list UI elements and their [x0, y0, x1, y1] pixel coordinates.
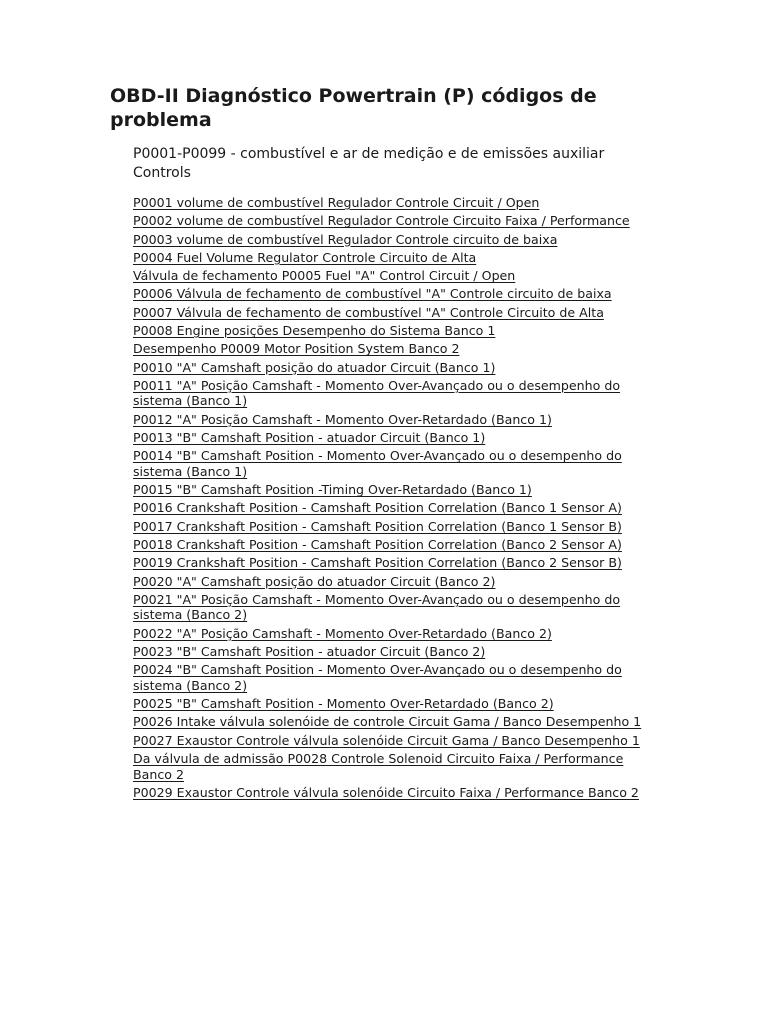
list-item — [133, 482, 663, 498]
code-link[interactable]: P0011 "A" Posição Camshaft - Momento Over-Avançado ou o desempenho do sistema (Banco 1) — [133, 377, 621, 409]
list-item — [133, 519, 663, 535]
list-item — [133, 714, 663, 730]
code-link[interactable]: Da válvula de admissão P0028 Controle Solenoid Circuito Faixa / Performance Banco 2 — [133, 750, 624, 782]
list-item — [133, 626, 663, 642]
code-link[interactable]: P0022 "A" Posição Camshaft - Momento Over-Retardado (Banco 2) — [133, 625, 552, 641]
list-item — [133, 412, 663, 428]
code-link[interactable]: P0026 Intake válvula solenóide de controle Circuit Gama / Banco Desempenho 1 — [133, 714, 642, 730]
list-item — [133, 430, 663, 446]
code-link[interactable]: P0017 Crankshaft Position - Camshaft Position Correlation (Banco 1 Sensor B) — [133, 518, 622, 534]
code-link[interactable]: P0029 Exaustor Controle válvula solenóide Circuito Faixa / Performance Banco 2 — [133, 784, 639, 800]
list-item — [133, 341, 663, 357]
code-link[interactable]: P0025 "B" Camshaft Position - Momento Over-Retardado (Banco 2) — [133, 696, 554, 712]
code-link[interactable]: P0012 "A" Posição Camshaft - Momento Over-Retardado (Banco 1) — [133, 411, 552, 427]
code-link[interactable]: P0019 Crankshaft Position - Camshaft Position Correlation (Banco 2 Sensor B) — [133, 555, 622, 571]
list-item — [133, 733, 663, 749]
page-title: OBD-II Diagnóstico Powertrain (P) códigos de problema — [110, 85, 597, 131]
code-link[interactable]: P0016 Crankshaft Position - Camshaft Position Correlation (Banco 1 Sensor A) — [133, 500, 622, 516]
list-item — [133, 574, 663, 590]
code-link[interactable]: P0010 "A" Camshaft posição do atuador Circuit (Banco 1) — [133, 359, 496, 375]
code-link[interactable]: P0004 Fuel Volume Regulator Controle Circuito de Alta — [133, 249, 477, 265]
list-item — [133, 644, 663, 660]
section-heading: P0001-P0099 - combustível e ar de medição e de emissões auxiliar Controls — [133, 146, 605, 181]
list-item — [133, 448, 663, 479]
code-link[interactable]: P0001 volume de combustível Regulador Controle Circuit / Open — [133, 195, 540, 210]
code-link[interactable]: P0006 Válvula de fechamento de combustível "A" Controle circuito de baixa — [133, 286, 612, 302]
code-link[interactable]: P0027 Exaustor Controle válvula solenóide Circuit Gama / Banco Desempenho 1 — [133, 732, 640, 748]
list-item — [133, 555, 663, 571]
list-item — [133, 323, 663, 339]
list-item — [133, 751, 663, 782]
list-item — [133, 213, 663, 229]
code-link[interactable]: P0024 "B" Camshaft Position - Momento Over-Avançado ou o desempenho do sistema (Banco 2) — [133, 662, 622, 693]
code-link[interactable]: P0002 volume de combustível Regulador Controle Circuito Faixa / Performance — [133, 213, 630, 229]
code-link[interactable]: P0021 "A" Posição Camshaft - Momento Over-Avançado ou o desempenho do sistema (Banco 2) — [133, 591, 621, 623]
code-link[interactable]: P0013 "B" Camshaft Position - atuador Circuit (Banco 1) — [133, 429, 486, 445]
code-link[interactable]: P0014 "B" Camshaft Position - Momento Over-Avançado ou o desempenho do sistema (Banco 1) — [133, 448, 622, 479]
code-link[interactable]: P0015 "B" Camshaft Position -Timing Over-Retardado (Banco 1) — [133, 482, 532, 498]
list-item — [133, 500, 663, 516]
list-item — [133, 537, 663, 553]
code-list — [133, 195, 663, 803]
list-item — [133, 592, 663, 623]
code-link[interactable]: Válvula de fechamento P0005 Fuel "A" Control Circuit / Open — [133, 268, 516, 284]
code-link[interactable]: P0003 volume de combustível Regulador Controle circuito de baixa — [133, 231, 558, 247]
code-link[interactable]: P0023 "B" Camshaft Position - atuador Circuit (Banco 2) — [133, 643, 486, 659]
code-link[interactable]: P0018 Crankshaft Position - Camshaft Position Correlation (Banco 2 Sensor A) — [133, 536, 622, 552]
list-item — [133, 785, 663, 801]
code-link[interactable]: P0008 Engine posições Desempenho do Sistema Banco 1 — [133, 322, 496, 338]
list-item — [133, 195, 663, 211]
list-item — [133, 250, 663, 266]
list-item — [133, 305, 663, 321]
list-item — [133, 378, 663, 409]
code-link[interactable]: Desempenho P0009 Motor Position System Banco 2 — [133, 341, 460, 357]
code-link[interactable]: P0020 "A" Camshaft posição do atuador Circuit (Banco 2) — [133, 573, 496, 589]
list-item — [133, 662, 663, 693]
list-item — [133, 696, 663, 712]
code-link[interactable]: P0007 Válvula de fechamento de combustível "A" Controle Circuito de Alta — [133, 304, 604, 320]
list-item — [133, 268, 663, 284]
list-item — [133, 286, 663, 302]
list-item — [133, 232, 663, 248]
list-item — [133, 360, 663, 376]
